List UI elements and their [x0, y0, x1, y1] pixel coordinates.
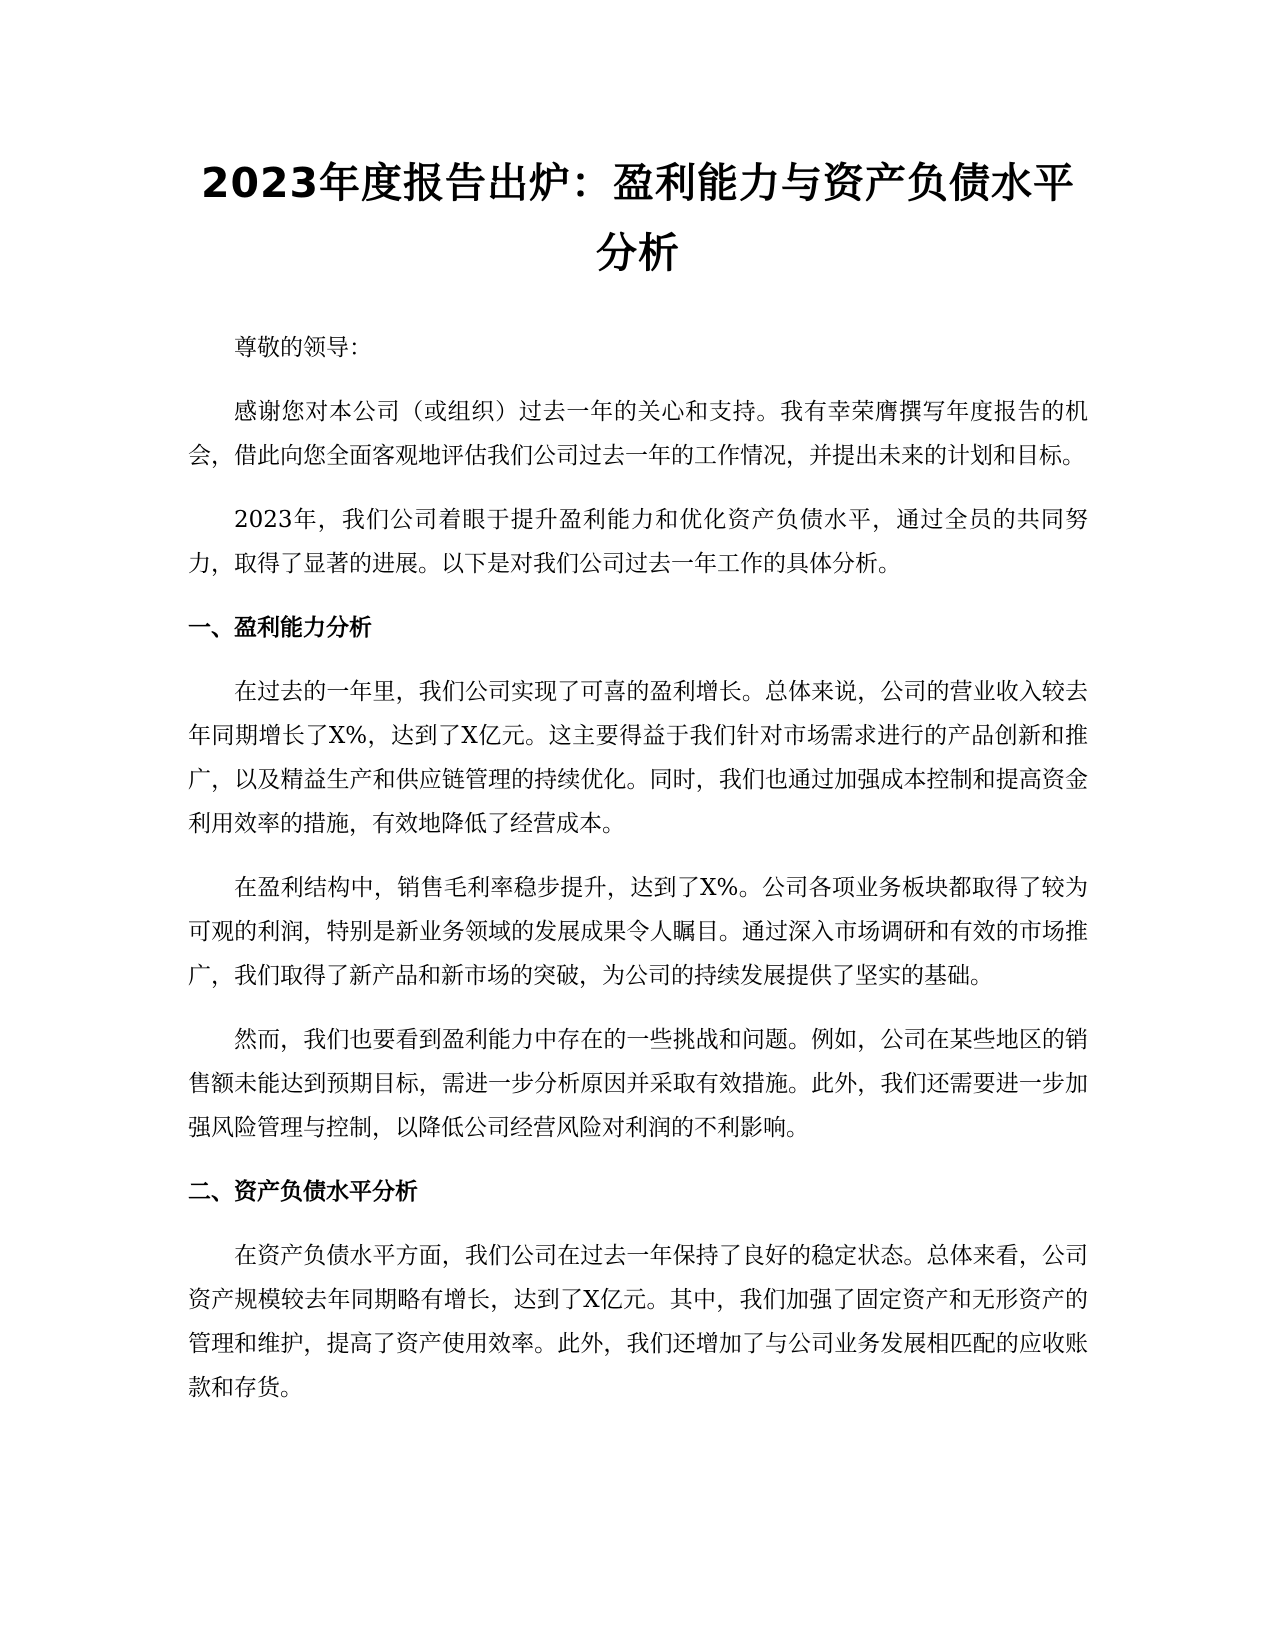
intro-paragraph: 感谢您对本公司（或组织）过去一年的关心和支持。我有幸荣膺撰写年度报告的机会，借此向您全面客观地评估我们公司过去一年的工作情况，并提出未来的计划和目标。	[188, 399, 1088, 469]
section-paragraph: 在资产负债水平方面，我们公司在过去一年保持了良好的稳定状态。总体来看，公司资产规模较去年同期略有增长，达到了X亿元。其中，我们加强了固定资产和无形资产的管理和维护，提高了资产使用效率。此外，我们还增加了与公司业务发展相匹配的应收账款和存货。	[188, 1243, 1088, 1401]
section-paragraph: 然而，我们也要看到盈利能力中存在的一些挑战和问题。例如，公司在某些地区的销售额未能达到预期目标，需进一步分析原因并采取有效措施。此外，我们还需要进一步加强风险管理与控制，以降低公司经营风险对利润的不利影响。	[188, 1027, 1088, 1141]
section-paragraph: 在盈利结构中，销售毛利率稳步提升，达到了X%。公司各项业务板块都取得了较为可观的利润，特别是新业务领域的发展成果令人瞩目。通过深入市场调研和有效的市场推广，我们取得了新产品和新市场的突破，为公司的持续发展提供了坚实的基础。	[188, 875, 1088, 989]
section-heading-balance-sheet: 二、资产负债水平分析	[188, 1179, 418, 1205]
salutation: 尊敬的领导：	[234, 335, 372, 361]
document-title: 2023年度报告出炉：盈利能力与资产负债水平分析	[200, 159, 1076, 277]
document-body	[188, 148, 1088, 1430]
intro-paragraph: 2023年，我们公司着眼于提升盈利能力和优化资产负债水平，通过全员的共同努力，取得了显著的进展。以下是对我们公司过去一年工作的具体分析。	[188, 507, 1088, 577]
section-paragraph: 在过去的一年里，我们公司实现了可喜的盈利增长。总体来说，公司的营业收入较去年同期增长了X%，达到了X亿元。这主要得益于我们针对市场需求进行的产品创新和推广，以及精益生产和供应链管理的持续优化。同时，我们也通过加强成本控制和提高资金利用效率的措施，有效地降低了经营成本。	[188, 679, 1088, 837]
section-heading-profitability: 一、盈利能力分析	[188, 615, 372, 641]
